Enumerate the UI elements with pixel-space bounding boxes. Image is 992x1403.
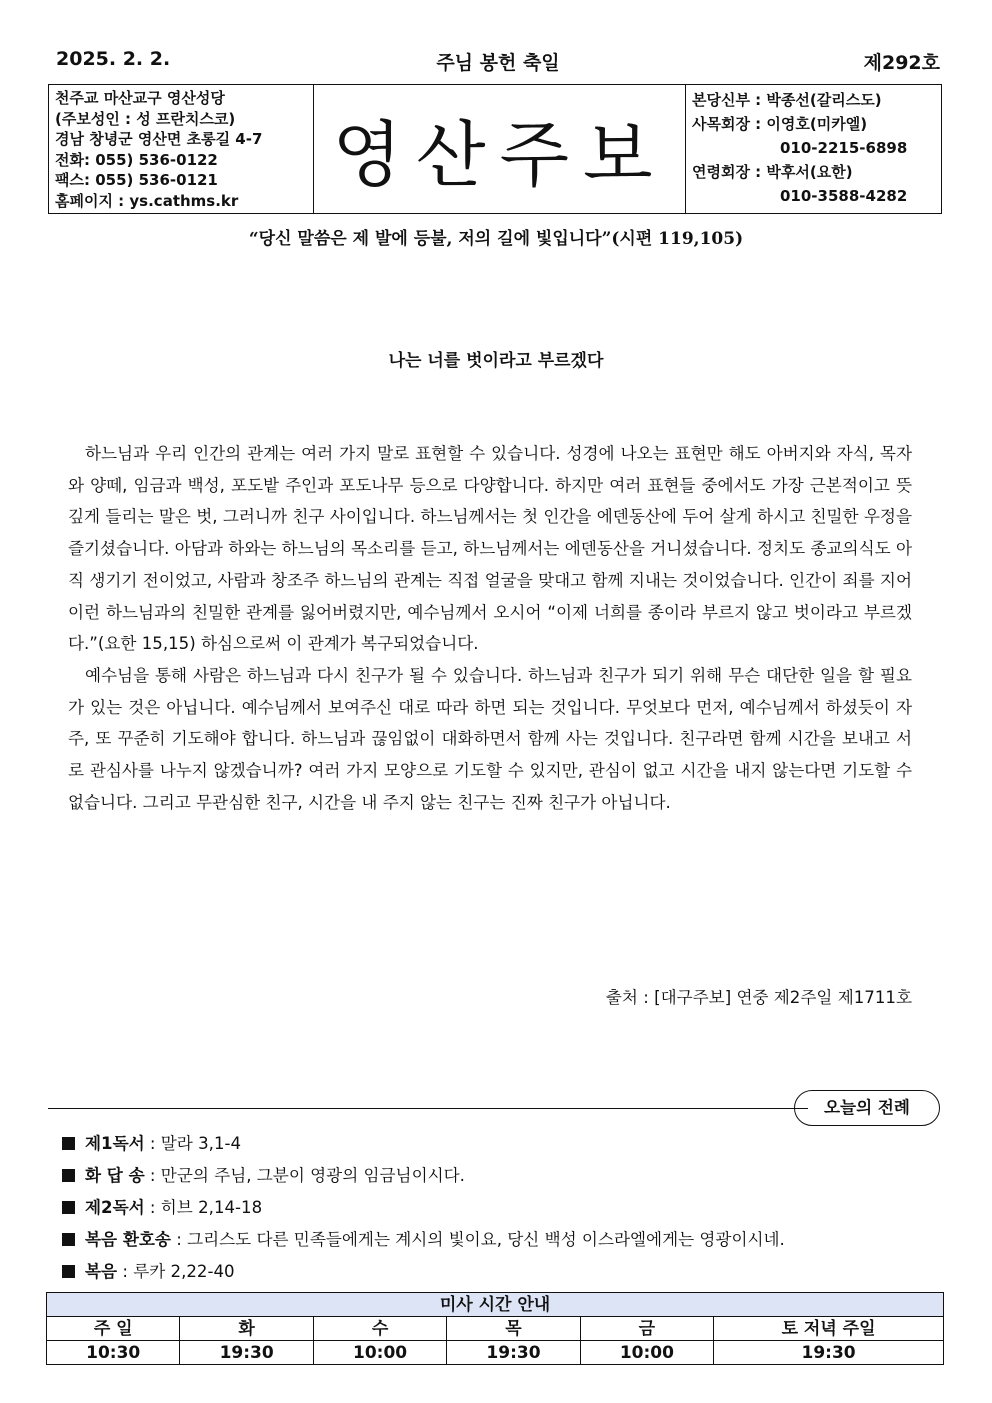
square-bullet-icon	[62, 1169, 75, 1182]
mass-day: 토 저녁 주일	[714, 1317, 944, 1341]
feast-title: 주님 봉헌 축일	[436, 52, 560, 74]
bulletin-name: 영산주보	[332, 113, 667, 197]
liturgy-badge: 오늘의 전례	[794, 1090, 940, 1126]
parish-fax: 팩스: 055) 536-0121	[55, 171, 218, 189]
reading-label: 복음 환호송	[85, 1230, 171, 1249]
header-bar	[56, 48, 940, 76]
article-title: 나는 너를 벗이라고 부르겠다	[388, 351, 604, 371]
square-bullet-icon	[62, 1233, 75, 1246]
mass-time: 19:30	[714, 1341, 944, 1365]
mass-time: 19:30	[447, 1341, 580, 1365]
reading-label: 제2독서	[85, 1198, 145, 1217]
parish-address: 경남 창녕군 영산면 초롱길 4-7	[55, 130, 263, 148]
parish-phone: 전화: 055) 536-0122	[55, 150, 218, 169]
mass-day: 목	[447, 1317, 580, 1341]
mass-times-row	[47, 1341, 944, 1365]
reading-text: : 히브 2,14-18	[144, 1198, 263, 1217]
mass-time: 10:00	[313, 1341, 446, 1365]
section-divider	[48, 1108, 808, 1109]
elder-phone: 010-3588-4282	[780, 187, 908, 205]
reading-label: 제1독서	[85, 1134, 145, 1153]
parish-info	[49, 85, 314, 213]
parish-homepage[interactable]: 홈페이지 : ys.cathms.kr	[55, 191, 239, 210]
reading-text: : 그리스도 다른 민족들에게는 계시의 빛이요, 당신 백성 이스라엘에게는 영광이시네.	[170, 1230, 785, 1249]
reading-item	[62, 1224, 942, 1256]
article-paragraph: 하느님과 우리 인간의 관계는 여러 가지 말로 표현할 수 있습니다. 성경에 나오는 표현만 해도 아버지와 자식, 목자와 양떼, 임금과 백성, 포도밭 주인과 포도나무 등으로 다양합니다. 하지만 여러 표현들 중에서도 가장 근본적이고 뜻깊게 들리는 말은 벗, 그러니까 친구 사이입니다. 하느님께서는 첫 인간을 에덴동산에 두어 살게 하시고 친밀한 우정을 즐기셨습니다. 아담과 하와는 하느님의 목소리를 듣고, 하느님께서는 에덴동산을 거니셨습니다. 정치도 종교의식도 아직 생기기 전이었고, 사람과 창조주 하느님의 관계는 직접 얼굴을 맞대고 함께 지내는 것이었습니다. 인간이 죄를 지어 이런 하느님과의 친밀한 관계를 잃어버렸지만, 예수님께서 오시어 “이제 너희를 종이라 부르지 않고 벗이라고 부르겠다.”(요한 15,15) 하심으로써 이 관계가 복구되었습니다.	[68, 444, 912, 654]
reading-text: : 말라 3,1-4	[144, 1134, 242, 1153]
readings-list	[62, 1128, 942, 1288]
square-bullet-icon	[62, 1265, 75, 1278]
reading-item	[62, 1256, 942, 1288]
article-paragraph: 예수님을 통해 사람은 하느님과 다시 친구가 될 수 있습니다. 하느님과 친구가 되기 위해 무슨 대단한 일을 할 필요가 있는 것은 아닙니다. 예수님께서 보여주신 대로 따라 하면 되는 것입니다. 무엇보다 먼저, 예수님께서 하셨듯이 자주, 또 꾸준히 기도해야 합니다. 하느님과 끊임없이 대화하면서 함께 사는 것입니다. 친구라면 함께 시간을 보내고 서로 관심사를 나누지 않겠습니까? 여러 가지 모양으로 기도할 수 있지만, 관심이 없고 시간을 내지 않는다면 기도할 수 없습니다. 그리고 무관심한 친구, 시간을 내 주지 않는 친구는 진짜 친구가 아닙니다.	[68, 665, 912, 812]
mass-schedule-table	[46, 1292, 944, 1365]
reading-item	[62, 1128, 942, 1160]
patron-saint: (주보성인 : 성 프란치스코)	[55, 109, 236, 128]
parish-name: 천주교 마산교구 영산성당	[55, 89, 225, 107]
elder-president: 연령회장 : 박후서(요한)	[692, 163, 853, 181]
priest: 본당신부 : 박종선(갈리스도)	[692, 91, 882, 109]
mass-day: 금	[580, 1317, 713, 1341]
mass-time: 19:30	[180, 1341, 313, 1365]
article-source: 출처 : [대구주보] 연중 제2주일 제1711호	[605, 988, 912, 1007]
council-president: 사목회장 : 이영호(미카엘)	[692, 115, 868, 133]
square-bullet-icon	[62, 1201, 75, 1214]
square-bullet-icon	[62, 1137, 75, 1150]
article-body	[68, 438, 912, 818]
reading-label: 복음	[85, 1262, 118, 1281]
mass-day: 화	[180, 1317, 313, 1341]
mass-time: 10:00	[580, 1341, 713, 1365]
scripture-verse: “당신 말씀은 제 발에 등불, 저의 길에 빛입니다”(시편 119,105)	[248, 229, 744, 249]
mass-day: 수	[313, 1317, 446, 1341]
reading-item	[62, 1160, 942, 1192]
masthead	[48, 84, 942, 214]
reading-text: : 루카 2,22-40	[117, 1262, 235, 1281]
council-phone: 010-2215-6898	[780, 139, 908, 157]
issue-date: 2025. 2. 2.	[56, 48, 171, 70]
mass-schedule-title: 미사 시간 안내	[47, 1293, 944, 1317]
reading-label: 화 답 송	[85, 1166, 145, 1185]
mass-time: 10:30	[47, 1341, 180, 1365]
staff-info	[686, 85, 941, 213]
mass-day: 주 일	[47, 1317, 180, 1341]
mass-days-row	[47, 1317, 944, 1341]
reading-text: : 만군의 주님, 그분이 영광의 임금님이시다.	[144, 1166, 465, 1185]
issue-number: 제292호	[863, 52, 940, 74]
bulletin-name-box	[314, 85, 686, 213]
reading-item	[62, 1192, 942, 1224]
